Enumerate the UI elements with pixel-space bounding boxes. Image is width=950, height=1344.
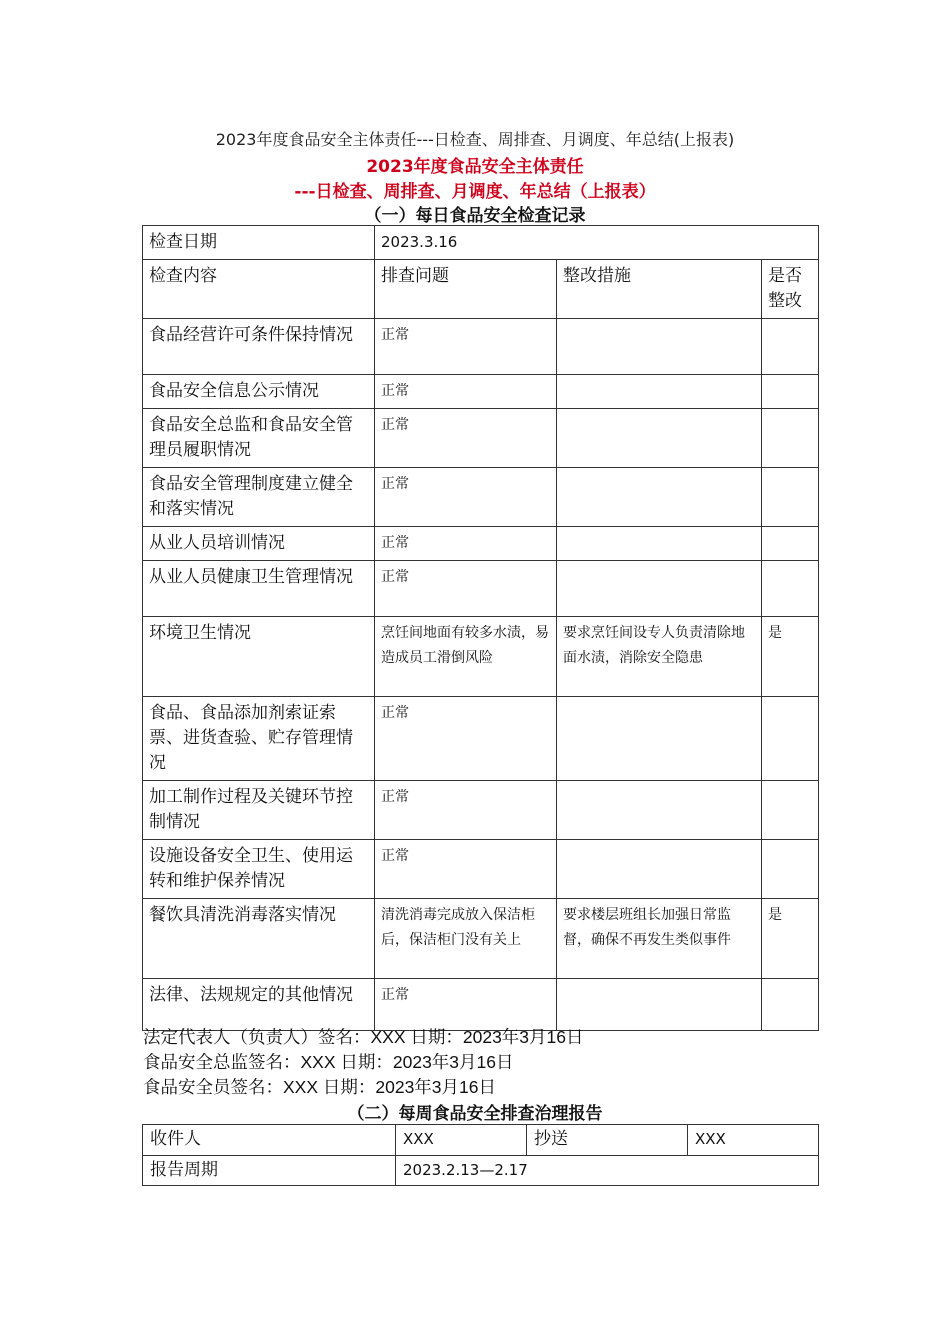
food-safety-officer-signature: 食品安全员签名：XXX 日期：2023年3月16日: [143, 1077, 497, 1097]
issue-cell: 正常: [375, 375, 557, 409]
document-title: 2023年度食品安全主体责任: [366, 157, 584, 177]
table-row: [143, 781, 819, 840]
measure-cell: [557, 527, 762, 561]
check-item: 食品安全管理制度建立健全和落实情况: [143, 468, 375, 527]
measure-cell: [557, 468, 762, 527]
check-item: 食品经营许可条件保持情况: [143, 319, 375, 375]
issue-cell: 烹饪间地面有较多水渍，易造成员工滑倒风险: [375, 617, 557, 697]
table-row: [143, 468, 819, 527]
measure-cell: [557, 561, 762, 617]
measure-cell: [557, 840, 762, 899]
check-item: 食品安全总监和食品安全管理员履职情况: [143, 409, 375, 468]
check-item: 食品安全信息公示情况: [143, 375, 375, 409]
recipient-row: [143, 1125, 819, 1156]
issue-cell: 正常: [375, 840, 557, 899]
check-item: 从业人员培训情况: [143, 527, 375, 561]
cc-value: XXX: [688, 1125, 819, 1156]
table-row: [143, 697, 819, 781]
legal-rep-signature: 法定代表人（负责人）签名：XXX 日期：2023年3月16日: [143, 1027, 584, 1047]
table-row: [143, 561, 819, 617]
issue-cell: 正常: [375, 781, 557, 840]
table-row: [143, 375, 819, 409]
period-value: 2023.2.13—2.17: [396, 1156, 819, 1186]
measure-cell: [557, 319, 762, 375]
issue-cell: 正常: [375, 409, 557, 468]
col-header-measure: 整改措施: [557, 260, 762, 319]
fixed-cell: [762, 781, 819, 840]
section-weekly-title: （二）每周食品安全排查治理报告: [347, 1104, 603, 1124]
measure-cell: [557, 781, 762, 840]
measure-cell: [557, 697, 762, 781]
issue-cell: 正常: [375, 319, 557, 375]
table-row: [143, 319, 819, 375]
check-item: 食品、食品添加剂索证索票、进货查验、贮存管理情况: [143, 697, 375, 781]
col-header-issue: 排查问题: [375, 260, 557, 319]
fixed-cell: [762, 319, 819, 375]
daily-inspection-table: [142, 225, 819, 1031]
measure-cell: 要求烹饪间设专人负责清除地面水渍，消除安全隐患: [557, 617, 762, 697]
cc-label: 抄送: [527, 1125, 688, 1156]
recipient-value: XXX: [396, 1125, 527, 1156]
document-header: 2023年度食品安全主体责任---日检查、周排查、月调度、年总结(上报表): [215, 130, 735, 149]
issue-cell: 清洗消毒完成放入保洁柜后，保洁柜门没有关上: [375, 899, 557, 979]
table-row: [143, 527, 819, 561]
fixed-cell: [762, 375, 819, 409]
food-safety-director-signature: 食品安全总监签名：XXX 日期：2023年3月16日: [143, 1052, 514, 1072]
check-item: 从业人员健康卫生管理情况: [143, 561, 375, 617]
fixed-cell: [762, 409, 819, 468]
check-item: 环境卫生情况: [143, 617, 375, 697]
fixed-cell: [762, 561, 819, 617]
document-subtitle: ---日检查、周排查、月调度、年总结（上报表）: [294, 182, 656, 202]
col-header-item: 检查内容: [143, 260, 375, 319]
table-row: [143, 979, 819, 1031]
fixed-cell: 是: [762, 617, 819, 697]
fixed-cell: 是: [762, 899, 819, 979]
recipient-label: 收件人: [143, 1125, 396, 1156]
table-row: [143, 840, 819, 899]
measure-cell: [557, 375, 762, 409]
measure-cell: [557, 979, 762, 1031]
check-item: 设施设备安全卫生、使用运转和维护保养情况: [143, 840, 375, 899]
table-row: [143, 617, 819, 697]
issue-cell: 正常: [375, 979, 557, 1031]
check-item: 法律、法规规定的其他情况: [143, 979, 375, 1031]
fixed-cell: [762, 979, 819, 1031]
issue-cell: 正常: [375, 561, 557, 617]
issue-cell: 正常: [375, 468, 557, 527]
fixed-cell: [762, 527, 819, 561]
col-header-fixed: 是否整改: [762, 260, 819, 319]
period-label: 报告周期: [143, 1156, 396, 1186]
issue-cell: 正常: [375, 527, 557, 561]
weekly-report-table: [142, 1124, 819, 1186]
header-row: [143, 260, 819, 319]
measure-cell: [557, 409, 762, 468]
date-row: [143, 226, 819, 260]
section-daily-title: （一）每日食品安全检查记录: [364, 206, 586, 226]
date-value: 2023.3.16: [375, 226, 819, 260]
period-row: [143, 1156, 819, 1186]
check-item: 加工制作过程及关键环节控制情况: [143, 781, 375, 840]
fixed-cell: [762, 468, 819, 527]
fixed-cell: [762, 840, 819, 899]
measure-cell: 要求楼层班组长加强日常监督，确保不再发生类似事件: [557, 899, 762, 979]
check-item: 餐饮具清洗消毒落实情况: [143, 899, 375, 979]
fixed-cell: [762, 697, 819, 781]
issue-cell: 正常: [375, 697, 557, 781]
table-row: [143, 899, 819, 979]
table-row: [143, 409, 819, 468]
date-label: 检查日期: [143, 226, 375, 260]
